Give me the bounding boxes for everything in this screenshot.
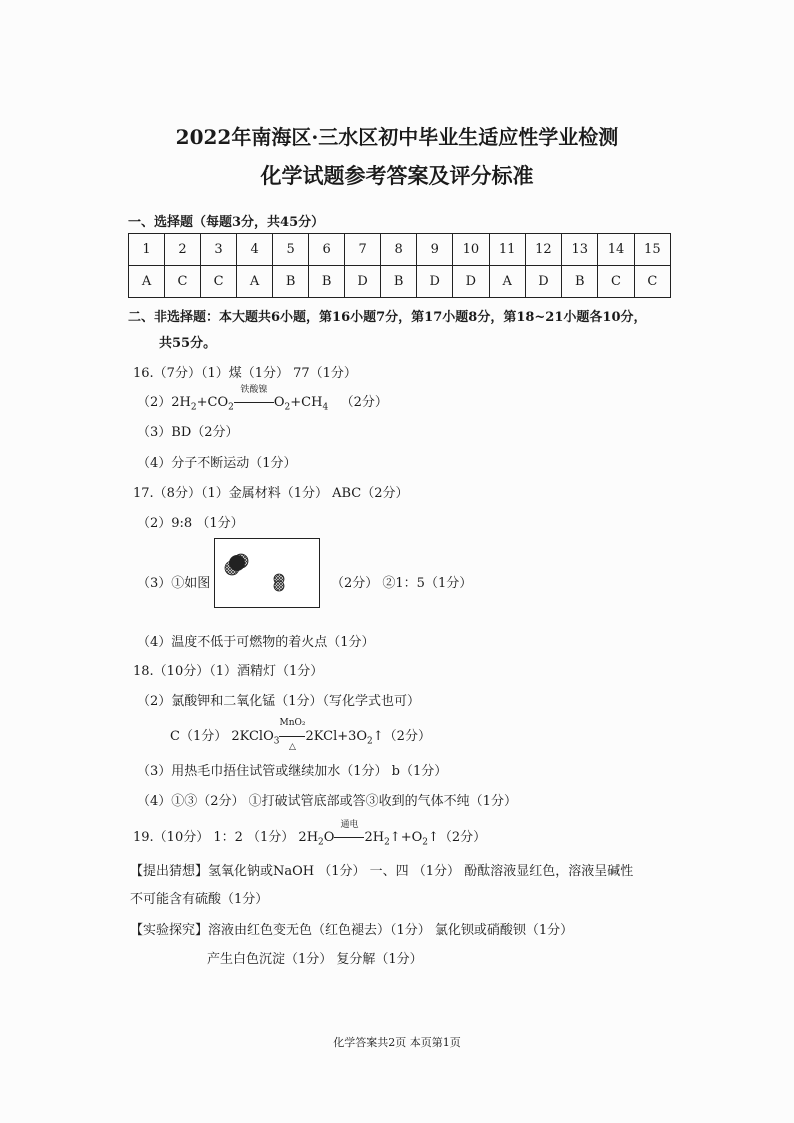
question-number-cell: 10 <box>453 234 489 266</box>
question-number-row <box>129 234 671 266</box>
question-number-cell: 3 <box>201 234 237 266</box>
reaction-arrow: MnO₂ △ <box>279 718 306 752</box>
q16-line3: （3）BD（2分） <box>137 425 239 440</box>
answer-cell: A <box>489 266 525 298</box>
q16-line2: $(2)2H_2+CO_2$ 铁酸镍 $O_2+CH_4$ （2分） <box>137 385 388 413</box>
q16-line1: 16.（7分）（1）煤（1分） 77（1分） <box>133 366 357 381</box>
answer-cell: B <box>381 266 417 298</box>
q18-line4: （3）用热毛巾捂住试管或继续加水（1分） b（1分） <box>137 764 448 779</box>
question-number-cell: 2 <box>165 234 201 266</box>
answer-cell: A <box>237 266 273 298</box>
question-number-cell: 13 <box>562 234 598 266</box>
question-number-cell: 1 <box>129 234 165 266</box>
answer-cell: A <box>129 266 165 298</box>
question-number-cell: 15 <box>634 234 670 266</box>
answer-cell: C <box>634 266 670 298</box>
answer-cell: B <box>273 266 309 298</box>
reaction-arrow: 铁酸镍 <box>234 395 274 410</box>
q18-line1: 18.（10分）（1）酒精灯（1分） <box>133 664 324 679</box>
q19-line4: 【实验探究】溶液由红色变无色（红色褪去）（1分） 氯化钡或硝酸钡（1分） <box>130 923 574 938</box>
section2-heading: 二、非选择题：本大题共6小题，第16小题7分，第17小题8分，第18~21小题各10分， <box>128 310 647 325</box>
answer-cell: C <box>598 266 634 298</box>
exam-title: 2022年南海区·三水区初中毕业生适应性学业检测 <box>175 125 619 149</box>
section1-heading: 一、选择题（每题3分，共45分） <box>128 215 325 230</box>
q17-line1: 17.（8分）（1）金属材料（1分） ABC（2分） <box>133 486 409 501</box>
exam-subtitle: 化学试题参考答案及评分标准 <box>260 163 534 188</box>
question-number-cell: 4 <box>237 234 273 266</box>
molecule-diagram <box>214 538 320 608</box>
answer-cell: D <box>525 266 561 298</box>
section2-heading-cont: 共55分。 <box>159 336 217 351</box>
q19-line1: 19.（10分） 1：2 （1分） $2H_2O$ 通电 $2H_2↑+O_2↑(2$分） <box>133 820 487 848</box>
q19-line5: 产生白色沉淀（1分） 复分解（1分） <box>207 952 423 967</box>
q17-line2: （2）9:8 （1分） <box>137 516 244 531</box>
water-molecule-icon <box>225 554 248 575</box>
answer-cell: D <box>417 266 453 298</box>
question-number-cell: 5 <box>273 234 309 266</box>
multiple-choice-answer-table <box>128 233 671 298</box>
answer-cell: B <box>562 266 598 298</box>
question-number-cell: 8 <box>381 234 417 266</box>
answer-cell: B <box>309 266 345 298</box>
question-number-cell: 11 <box>489 234 525 266</box>
question-number-cell: 6 <box>309 234 345 266</box>
q19-line3: 不可能含有硫酸（1分） <box>130 892 269 907</box>
q18-line2: （2）氯酸钾和二氧化锰（1分）（写化学式也可） <box>137 694 421 709</box>
answer-row <box>129 266 671 298</box>
question-number-cell: 14 <box>598 234 634 266</box>
answer-cell: D <box>453 266 489 298</box>
page-footer: 化学答案共2页 本页第1页 <box>333 1036 461 1049</box>
question-number-cell: 9 <box>417 234 453 266</box>
hydrogen-molecule-icon <box>274 574 284 591</box>
answer-cell: C <box>201 266 237 298</box>
question-number-cell: 7 <box>345 234 381 266</box>
q17-line3b: （2分） ②1：5（1分） <box>331 576 473 591</box>
q18-line3: C（1分） 2KClO$_3$ MnO₂ △ $2KCl+3O_2↑(2$分） <box>170 718 431 752</box>
question-number-cell: 12 <box>525 234 561 266</box>
q18-line5: （4）①③（2分） ①打破试管底部或答③收到的气体不纯（1分） <box>137 794 517 809</box>
answer-cell: D <box>345 266 381 298</box>
q17-line4: （4）温度不低于可燃物的着火点（1分） <box>137 635 375 650</box>
reaction-arrow: 通电 <box>334 830 364 845</box>
answer-cell: C <box>165 266 201 298</box>
q16-line4: （4）分子不断运动（1分） <box>137 456 297 471</box>
q19-line2: 【提出猜想】氢氧化钠或NaOH （1分） 一、四 （1分） 酚酞溶液显红色，溶液呈碱性 <box>130 864 634 879</box>
q17-line3a: （3）①如图 <box>137 576 211 591</box>
